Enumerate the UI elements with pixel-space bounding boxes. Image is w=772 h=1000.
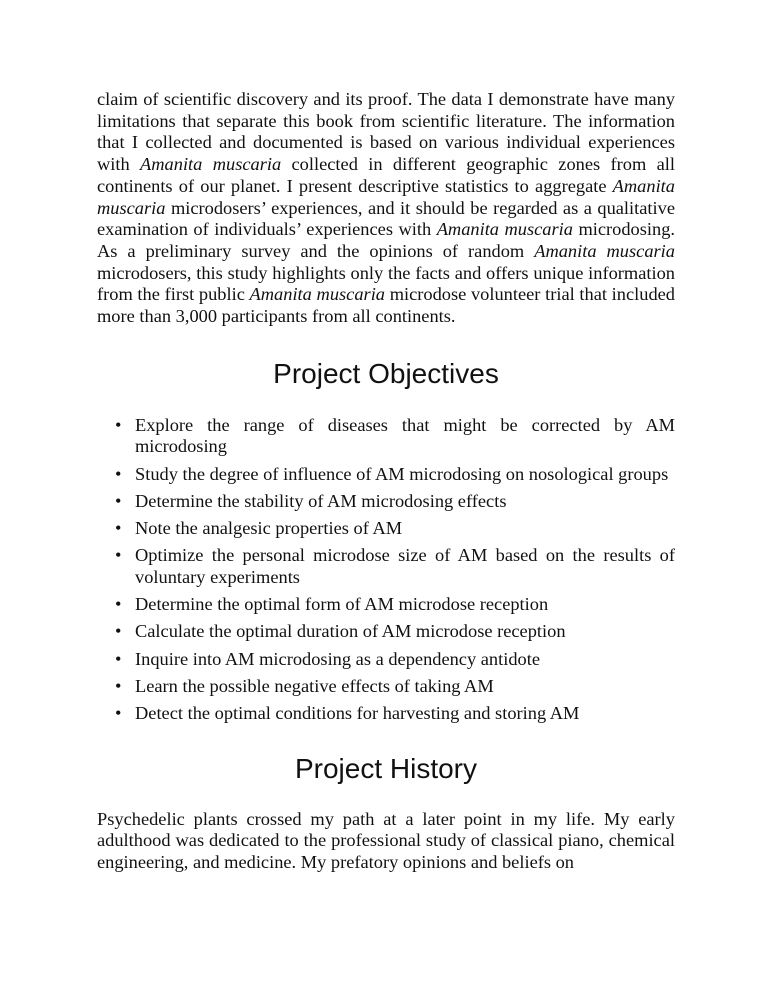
list-item xyxy=(115,648,675,671)
objective-text: Note the analgesic properties of AM xyxy=(135,518,403,539)
list-item xyxy=(115,675,675,698)
intro-paragraph xyxy=(97,89,675,328)
species-name: Amanita muscaria xyxy=(140,154,282,175)
project-objectives-heading: Project Objectives xyxy=(273,357,499,389)
intro-text-segment: microdosing. As a preliminary survey and the opinions of random xyxy=(97,219,676,261)
list-item xyxy=(115,621,675,643)
bullet-icon: • xyxy=(115,621,122,642)
bullet-icon: • xyxy=(115,675,122,696)
objective-text: Determine the optimal form of AM microdose reception xyxy=(135,594,549,615)
list-item xyxy=(115,414,675,458)
bullet-icon: • xyxy=(115,648,122,669)
list-item xyxy=(115,545,675,588)
species-name: Amanita muscaria xyxy=(436,219,573,240)
document-page xyxy=(97,89,675,874)
bullet-icon: • xyxy=(115,463,122,484)
species-name: Amanita muscaria xyxy=(97,175,675,218)
bullet-icon: • xyxy=(115,594,122,615)
objectives-list xyxy=(97,415,675,725)
bullet-icon: • xyxy=(115,518,122,539)
list-item xyxy=(115,702,675,725)
bullet-icon: • xyxy=(115,702,122,723)
list-item xyxy=(115,594,675,616)
intro-text-segment: collected in different geographic zones from all continents of our planet. I present descriptive statistics to aggregate xyxy=(97,154,675,196)
species-name: Amanita muscaria xyxy=(534,240,675,261)
objective-text: Optimize the personal microdose size of AM based on the results of voluntary experiments xyxy=(135,545,675,587)
bullet-icon: • xyxy=(115,490,122,511)
bullet-icon: • xyxy=(115,414,122,435)
intro-text-segment: microdose volunteer trial that included more than 3,000 participants from all continents. xyxy=(97,284,676,327)
history-paragraph: Psychedelic plants crossed my path at a later point in my life. My early adulthood was dedicated to the professional study of classical piano, chemical engineering, and medicine. My prefatory opinions and beliefs on xyxy=(97,808,675,873)
species-name: Amanita muscaria xyxy=(249,284,386,305)
intro-text-segment: microdosers’ experiences, and it should be regarded as a qualitative examination of individuals’ experiences with xyxy=(97,197,675,240)
list-item xyxy=(115,490,675,513)
list-item xyxy=(115,518,675,540)
objective-text: Learn the possible negative effects of taking AM xyxy=(135,675,494,696)
objective-text: Determine the stability of AM microdosing effects xyxy=(135,490,507,511)
objective-text: Detect the optimal conditions for harvesting and storing AM xyxy=(135,702,580,723)
objective-text: Study the degree of influence of AM microdosing on nosological groups xyxy=(135,463,669,484)
objective-text: Inquire into AM microdosing as a dependency antidote xyxy=(135,648,541,669)
objective-text: Calculate the optimal duration of AM microdose reception xyxy=(135,621,566,642)
intro-text-segment: microdosers, this study highlights only the facts and offers unique information from the first public xyxy=(97,262,675,305)
intro-text-segment: claim of scientific discovery and its proof. The data I demonstrate have many limitations that separate this book from scientific literature. The information that I collected and documented is based on various individual experiences with xyxy=(97,89,675,175)
list-item xyxy=(115,463,675,486)
objective-text: Explore the range of diseases that might be corrected by AM microdosing xyxy=(135,414,675,457)
bullet-icon: • xyxy=(115,545,122,566)
project-history-heading: Project History xyxy=(294,752,478,784)
